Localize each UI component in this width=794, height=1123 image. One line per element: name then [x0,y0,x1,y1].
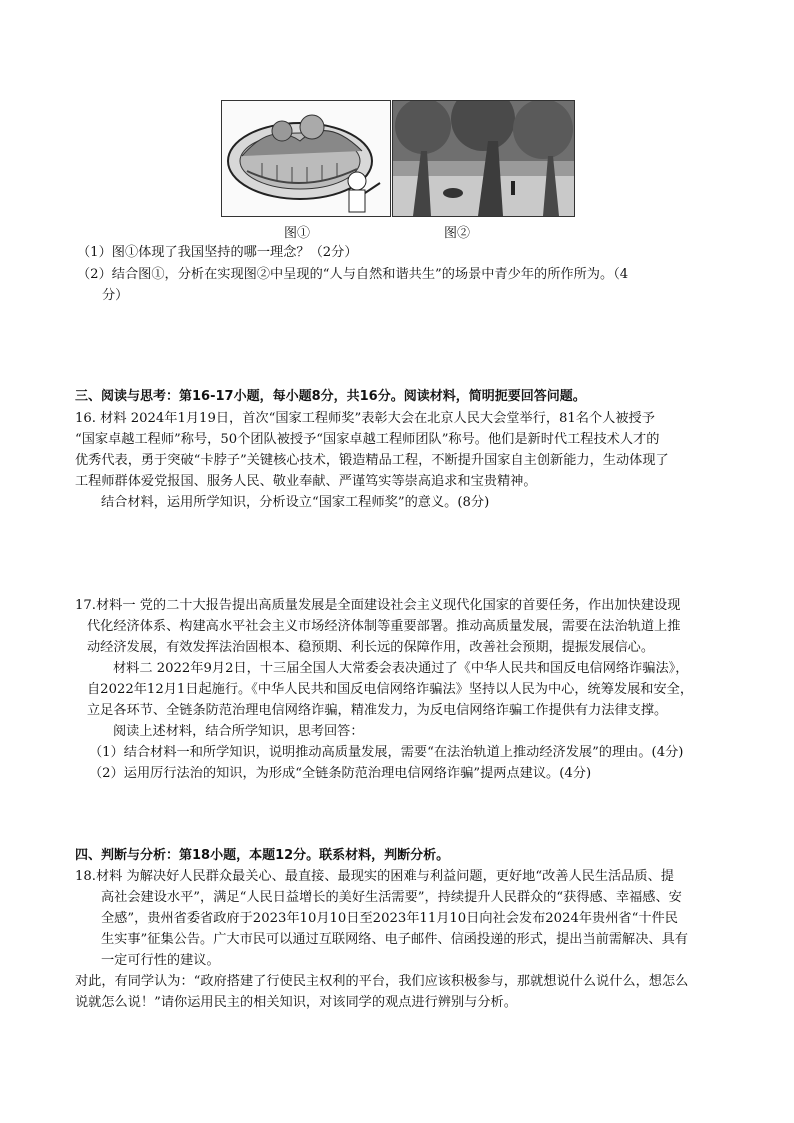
q17-line5: 自2022年12月1日起施行。《中华人民共和国反电信网络诈骗法》坚持以人民为中心，统筹发展和安全， [87,682,694,697]
q17-sub1: （1）结合材料一和所学知识，说明推动高质量发展，需要“在法治轨道上推动经济发展”的理由。(4分) [89,745,684,760]
q16-question: 结合材料，运用所学知识，分析设立“国家工程师奖”的意义。(8分) [101,495,490,510]
q18-line5: 一定可行性的建议。 [101,953,220,968]
section-3-heading: 三、阅读与思考：第16-17小题，每小题8分，共16分。阅读材料，简明扼要回答问题。 [75,389,586,404]
q15-sub2-line1: （2）结合图①，分析在实现图②中呈现的“人与自然和谐共生”的场景中青少年的所作所为。（4 [77,267,629,282]
q15-sub2-line2: 分） [102,288,129,303]
q16-line3: 优秀代表，勇于突破“卡脖子”关键核心技术，锻造精品工程，不断提升国家自主创新能力，生动体现了 [75,453,669,468]
q15-sub1: （1）图①体现了我国坚持的哪一理念？（2分） [77,245,358,260]
q17-line7: 阅读上述材料，结合所学知识，思考回答： [113,724,364,739]
q18-line6: 对此，有同学认为：“政府搭建了行使民主权利的平台，我们应该积极参与，那就想说什么说什么，想怎么 [75,974,689,989]
q18-line3: 全感”，贵州省委省政府于2023年10月10日至2023年11月10日向社会发布2024年贵州省“十件民 [101,911,678,926]
q18-line1: 18.材料 为解决好人民群众最关心、最直接、最现实的困难与利益问题，更好地“改善人民生活品质、提 [75,869,674,884]
q16-line2: “国家卓越工程师”称号，50个团队被授予“国家卓越工程师团队”称号。他们是新时代工程技术人才的 [75,432,660,447]
figure-2-photo [392,100,575,217]
figure-1-caption: 图① [284,226,311,241]
q18-line2: 高社会建设水平”，满足“人民日益增长的美好生活需要”，持续提升人民群众的“获得感、幸福感、安 [101,890,682,905]
q17-line2: 代化经济体系、构建高水平社会主义市场经济体制等重要部署。推动高质量发展，需要在法治轨道上推 [87,619,681,634]
q16-line4: 工程师群体爱党报国、服务人民、敬业奉献、严谨笃实等崇高追求和宝贵精神。 [75,474,537,489]
figure-1-cartoon [221,100,391,217]
q17-line1: 17.材料一 党的二十大报告提出高质量发展是全面建设社会主义现代化国家的首要任务，作出加快建设现 [75,598,681,613]
cartoon-illustration [222,101,390,216]
q17-line4: 材料二 2022年9月2日，十三届全国人大常委会表决通过了《中华人民共和国反电信网络诈骗法》， [113,661,689,676]
section-4-heading: 四、判断与分析：第18小题，本题12分。联系材料，判断分析。 [75,848,450,863]
q17-line3: 动经济发展，有效发挥法治固根本、稳预期、利长远的保障作用，改善社会预期，提振发展信心。 [87,640,655,655]
q18-line7: 说就怎么说！”请你运用民主的相关知识，对该同学的观点进行辨别与分析。 [75,995,517,1010]
q16-line1: 16. 材料 2024年1月19日，首次“国家工程师奖”表彰大会在北京人民大会堂举行，81名个人被授予 [75,411,655,426]
q18-line4: 生实事”征集公告。广大市民可以通过互联网络、电子邮件、信函投递的形式，提出当前需解决、具有 [101,932,688,947]
q17-line6: 立足各环节、全链条防范治理电信网络诈骗，精准发力，为反电信网络诈骗工作提供有力法律支撑。 [87,703,668,718]
q17-sub2: （2）运用厉行法治的知识，为形成“全链条防范治理电信网络诈骗”提两点建议。(4分) [89,766,592,781]
forest-photo [393,101,574,216]
figure-2-caption: 图② [444,226,471,241]
